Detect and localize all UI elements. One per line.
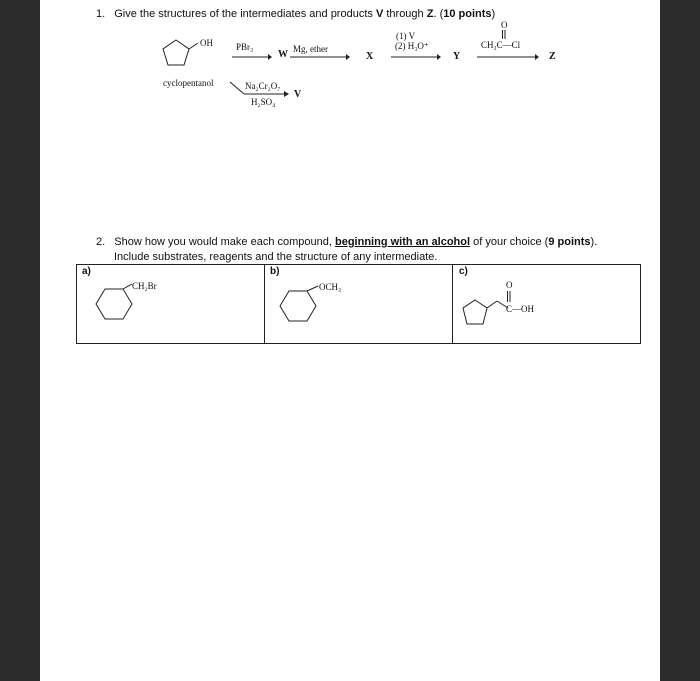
cyclopentane-ring-q1 [162,40,202,80]
q1-bold-z: Z [426,8,434,20]
document-page [40,0,660,681]
acetyl-chloride-o: O [501,20,508,30]
q1-points: 10 points [443,8,492,20]
product-v: V [294,89,302,100]
q2-text2: of your choice ( [470,236,549,248]
q1-text: Give the structures of the intermediates and products [114,8,376,20]
label-a: a) [82,266,91,277]
reagent-pbr3: PBr₃ [236,42,254,52]
q2-underlined: beginning with an alcohol [335,236,471,248]
oh-label: OH [200,38,213,48]
q1-number: 1. [96,8,106,20]
arrow-4 [477,54,539,60]
product-x: X [366,51,374,62]
reagent-step1-v: (1) V [396,31,416,41]
carboxyl-double-bond [506,291,512,303]
q1-text3: . ( [433,8,444,20]
question-1 [96,8,495,20]
substituent-och3: OCH₃ [319,282,342,292]
q2-text3: ). [590,236,598,248]
product-w: W [278,49,288,60]
q2-text: Show how you would make each compound, [114,236,335,248]
q1-text2: through [383,8,427,20]
q1-text4: ) [491,8,496,20]
arrow-1 [232,54,272,60]
substituent-ch2br: CH₂Br [132,281,157,291]
cyclohexane-ring-b [270,286,330,336]
cyclopentanol-label: cyclopentanol [163,78,214,88]
arrow-2 [290,54,350,60]
q2-line2: Include substrates, reagents and the structure of any intermediate. [114,251,438,263]
carboxyl-o: O [506,280,513,290]
q2-points: 9 points [548,236,591,248]
label-c: c) [459,266,468,277]
reagent-mg-ether: Mg, ether [293,44,328,54]
cyclohexane-ring-a [86,284,146,334]
q2-number: 2. [96,236,106,248]
reagent-acetyl-chloride: CH₃C—Cl [481,40,521,50]
product-z: Z [549,51,556,62]
label-b: b) [270,266,280,277]
reagent-dichromate: Na₂Cr₂O₇ [245,81,281,91]
reagent-step2-h3o: (2) H₃O⁺ [395,41,429,51]
product-y: Y [453,51,461,62]
reagent-h2so4: H₂SO₄ [251,97,276,107]
substituent-cooh: C—OH [506,304,535,314]
arrow-3 [391,54,441,60]
q1-bold-v: V [375,8,384,20]
question-2 [96,236,597,248]
carbonyl-double-bond [501,30,507,40]
